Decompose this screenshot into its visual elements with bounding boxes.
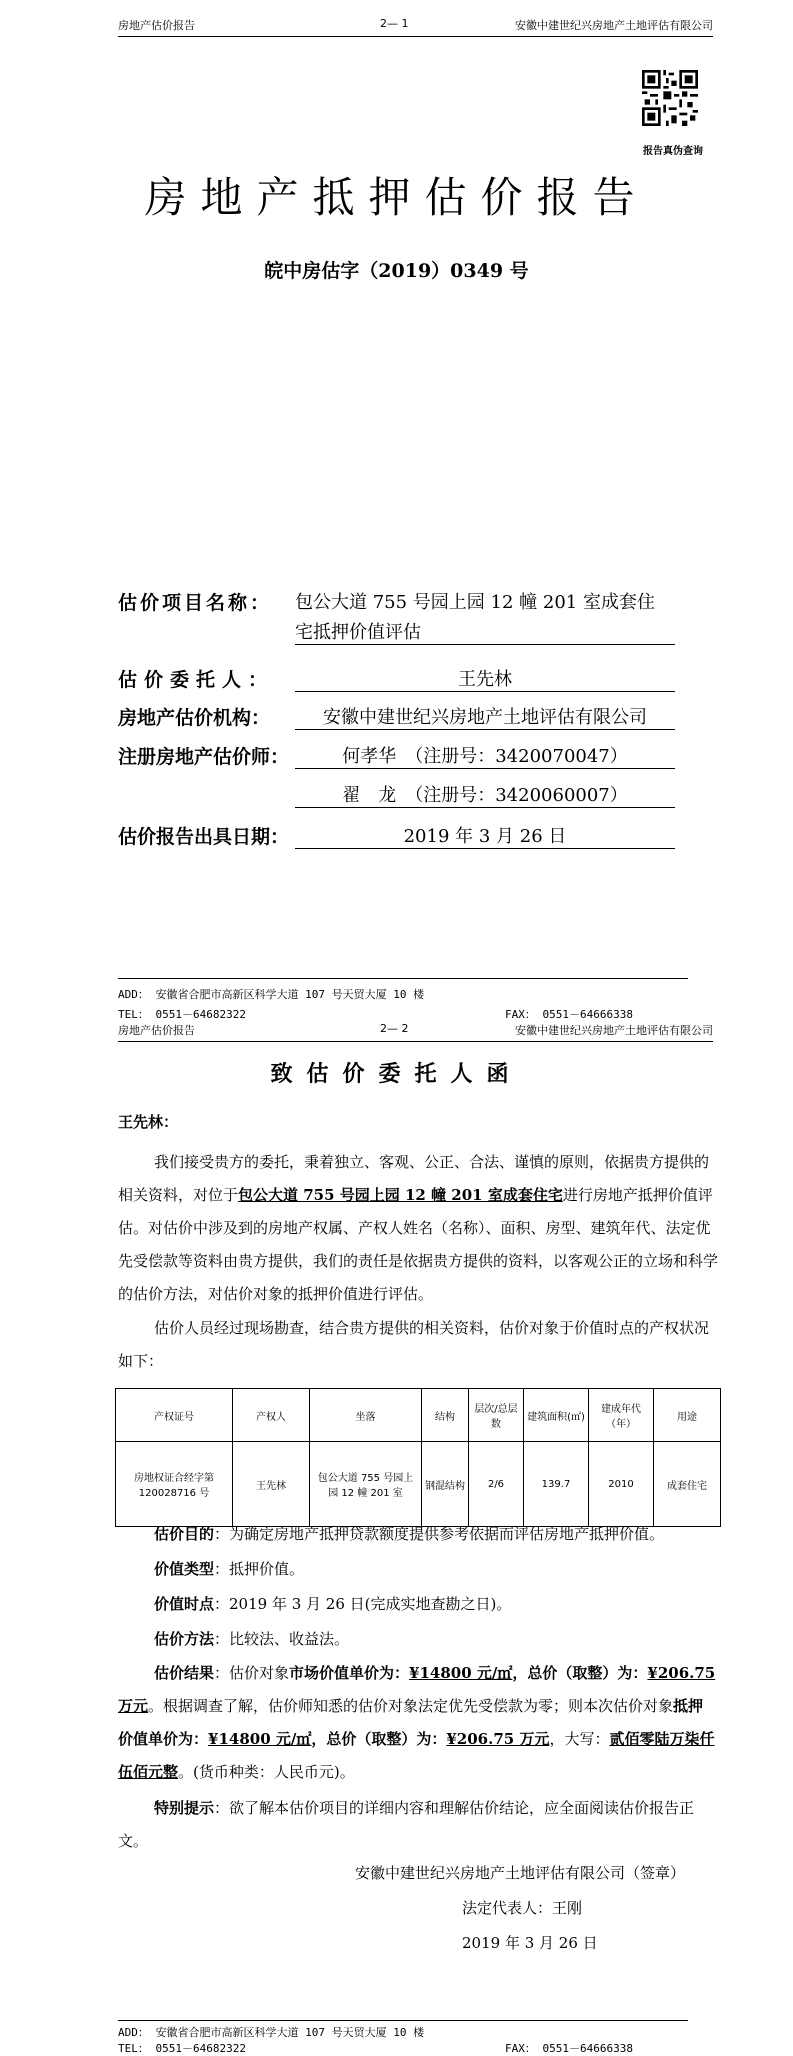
table-header-row <box>116 1389 721 1442</box>
project-name-label: 估价项目名称： <box>118 592 273 614</box>
header-page-number: 2— 1 <box>380 17 409 30</box>
letter-title: 致估价委托人函 <box>270 1061 523 1087</box>
qr-caption: 报告真伪查询 <box>643 146 703 157</box>
property-address: 包公大道 755 号园上园 12 幢 201 室成套住宅 <box>238 1186 563 1204</box>
letter-paragraph-1: 我们接受贵方的委托，秉着独立、客观、公正、合法、谨慎的原则，依据贵方提供的相关资料，对位于包公大道 755 号园上园 12 幢 201 室成套住宅进行房地产抵押价值评估。对估价中涉及到的房地产权属、产权人姓名（名称）、面积、房型、建筑年代、法定优先受偿款等资料由贵方提供，我们的责任是依据贵方提供的资料，以客观公正的立场和科学的估价方法，对估价对象的抵押价值进行评估。 <box>118 1153 719 1303</box>
sign-company: 安徽中建世纪兴房地产土地评估有限公司（签章） <box>355 1864 686 1882</box>
header-left: 房地产估价报告 <box>118 1024 195 1037</box>
header-left: 房地产估价报告 <box>118 19 195 32</box>
table-cell: 成套住宅 <box>654 1442 721 1527</box>
page2-footer-fax: FAX： 0551－64666338 <box>505 2042 633 2055</box>
table-header: 用途 <box>654 1389 721 1442</box>
section-value-time: 价值时点：2019 年 3 月 26 日(完成实地查勘之日)。 <box>154 1595 512 1613</box>
property-table <box>115 1388 721 1527</box>
page2-footer-tel: TEL： 0551－64682322 <box>118 2042 246 2055</box>
page1-footer-line <box>118 978 688 979</box>
table-cell: 王先林 <box>233 1442 310 1527</box>
section-result: 估价结果：估价对象市场价值单价为：¥14800 元/㎡，总价（取整）为：¥206.75 万元。根据调查了解，估价师知悉的估价对象法定优先受偿款为零；则本次估价对象抵押价值单价为：¥14800 元/㎡，总价（取整）为：¥206.75 万元，大写：贰佰零陆万柒仟伍佰元整。(货币种类：人民币元)。 <box>118 1664 716 1781</box>
sign-date: 2019 年 3 月 26 日 <box>462 1934 598 1952</box>
header-company: 安徽中建世纪兴房地产土地评估有限公司 <box>515 19 713 32</box>
page2-footer-line <box>118 2020 688 2021</box>
table-header: 层次/总层数 <box>469 1389 524 1442</box>
appraiser-1: 何孝华 （注册号：3420070047） <box>295 742 675 769</box>
page1-footer-fax: FAX： 0551－64666338 <box>505 1008 633 1021</box>
table-cell: 钢混结构 <box>422 1442 469 1527</box>
page1-footer-address: ADD： 安徽省合肥市高新区科学大道 107 号天贸大厦 10 楼 <box>118 988 425 1001</box>
org-value: 安徽中建世纪兴房地产土地评估有限公司 <box>295 703 675 730</box>
project-name-value: 包公大道 755 号园上园 12 幢 201 室成套住 <box>295 592 655 613</box>
page2-header <box>118 1019 713 1042</box>
org-label: 房地产估价机构： <box>118 707 271 729</box>
header-page-number: 2— 2 <box>380 1022 409 1035</box>
table-cell: 2/6 <box>469 1442 524 1527</box>
date-value: 2019 年 3 月 26 日 <box>295 822 675 849</box>
table-header: 坐落 <box>310 1389 422 1442</box>
qr-code-icon[interactable] <box>642 70 698 126</box>
section-notice: 特别提示：欲了解本估价项目的详细内容和理解估价结论，应全面阅读估价报告正文。 <box>118 1799 695 1850</box>
client-value: 王先林 <box>295 665 675 692</box>
section-method: 估价方法：比较法、收益法。 <box>154 1630 350 1648</box>
client-label: 估价委托人： <box>118 669 275 691</box>
salutation: 王先林： <box>118 1113 179 1131</box>
date-label: 估价报告出具日期： <box>118 826 290 848</box>
project-name-value-2: 宅抵押价值评估 <box>295 618 675 645</box>
section-purpose: 估价目的：为确定房地产抵押贷款额度提供参考依据而评估房地产抵押价值。 <box>154 1525 665 1543</box>
table-cell: 包公大道 755 号园上园 12 幢 201 室 <box>310 1442 422 1527</box>
section-value-type: 价值类型：抵押价值。 <box>154 1560 305 1578</box>
table-header: 产权人 <box>233 1389 310 1442</box>
appraiser-label: 注册房地产估价师： <box>118 746 290 768</box>
page2-footer-address: ADD： 安徽省合肥市高新区科学大道 107 号天贸大厦 10 楼 <box>118 2026 425 2039</box>
report-title: 房地产抵押估价报告 <box>144 173 649 222</box>
table-cell: 139.7 <box>524 1442 589 1527</box>
sign-representative: 法定代表人：王刚 <box>462 1899 583 1917</box>
table-header: 建成年代（年） <box>589 1389 654 1442</box>
table-row <box>116 1442 721 1527</box>
table-cell: 房地权证合经字第120028716 号 <box>116 1442 233 1527</box>
table-header: 建筑面积(㎡) <box>524 1389 589 1442</box>
appraiser-2: 翟 龙 （注册号：3420060007） <box>295 781 675 808</box>
page1-footer-tel: TEL： 0551－64682322 <box>118 1008 246 1021</box>
table-header: 结构 <box>422 1389 469 1442</box>
report-number: 皖中房估字（2019）0349 号 <box>264 260 529 282</box>
header-company: 安徽中建世纪兴房地产土地评估有限公司 <box>515 1024 713 1037</box>
table-cell: 2010 <box>589 1442 654 1527</box>
page1-header <box>118 14 713 37</box>
letter-paragraph-2: 估价人员经过现场勘查，结合贵方提供的相关资料，估价对象于价值时点的产权状况如下： <box>118 1319 710 1370</box>
table-header: 产权证号 <box>116 1389 233 1442</box>
